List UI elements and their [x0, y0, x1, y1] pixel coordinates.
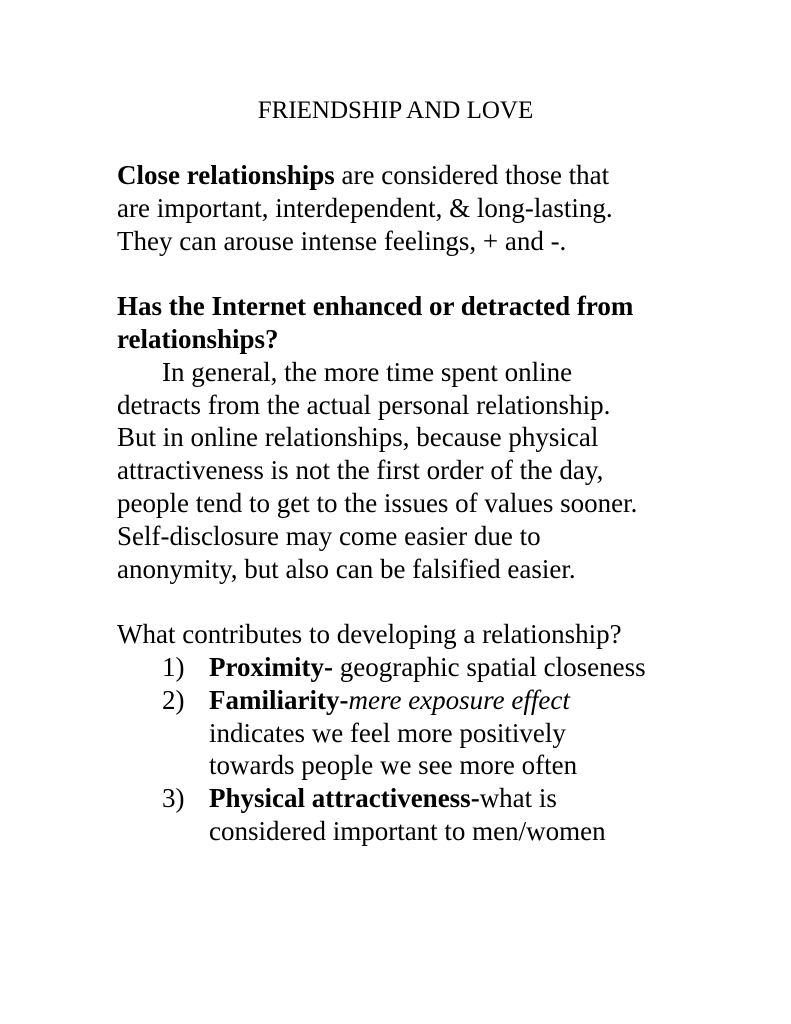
- intro-line-1: [117, 159, 609, 192]
- familiarity-term: Familiarity-: [209, 685, 349, 715]
- internet-heading-line-2: [117, 323, 279, 356]
- physical-attractiveness-line-2: considered important to men/women: [209, 816, 606, 846]
- list-item-proximity: [209, 651, 646, 684]
- internet-body-line: attractiveness is not the first order of the day,: [117, 455, 604, 485]
- list-item-number: 1): [162, 652, 185, 682]
- familiarity-line-2: indicates we feel more positively: [209, 718, 566, 748]
- page-title: FRIENDSHIP AND LOVE: [257, 97, 534, 124]
- internet-body-line: people tend to get to the issues of values sooner.: [117, 488, 638, 518]
- list-item-physical-attractiveness: [209, 782, 557, 815]
- internet-body-line: But in online relationships, because physical: [117, 422, 599, 452]
- close-relationships-term: Close relationships: [117, 160, 335, 190]
- list-item-number: 2): [162, 685, 185, 715]
- list-item-familiarity: [209, 684, 570, 717]
- proximity-text: geographic spatial closeness: [332, 652, 646, 682]
- list-item-number: 3): [162, 783, 185, 813]
- internet-heading-text-2: relationships?: [117, 324, 279, 354]
- intro-line-3: They can arouse intense feelings, + and -.: [117, 226, 567, 256]
- mere-exposure-effect: mere exposure effect: [348, 685, 570, 715]
- internet-body-line: In general, the more time spent online: [162, 357, 573, 387]
- familiarity-line-3: towards people we see more often: [209, 750, 578, 780]
- internet-heading-text-1: Has the Internet enhanced or detracted from: [117, 291, 634, 321]
- physical-attractiveness-text: what is: [479, 783, 557, 813]
- internet-body-line: Self-disclosure may come easier due to: [117, 521, 541, 551]
- contributes-question: What contributes to developing a relationship?: [117, 619, 622, 649]
- intro-text-1: are considered those that: [334, 160, 610, 190]
- intro-line-2: are important, interdependent, & long-lasting.: [117, 193, 613, 223]
- internet-heading-line-1: [117, 290, 633, 323]
- internet-body-line: detracts from the actual personal relationship.: [117, 390, 611, 420]
- internet-body-line: anonymity, but also can be falsified easier.: [117, 554, 576, 584]
- proximity-term: Proximity-: [209, 652, 333, 682]
- physical-attractiveness-term: Physical attractiveness-: [209, 783, 480, 813]
